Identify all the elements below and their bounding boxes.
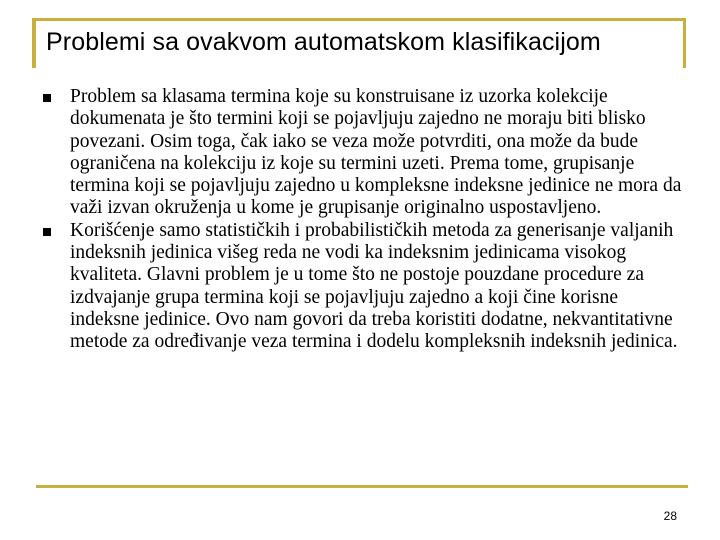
frame-top-border <box>32 18 686 21</box>
bullet-item <box>40 86 680 220</box>
bullet-item <box>40 220 680 354</box>
square-bullet-icon <box>43 94 51 102</box>
frame-left-border <box>32 18 36 68</box>
frame-right-border <box>683 18 686 68</box>
square-bullet-icon <box>43 228 51 236</box>
bullet-text: Korišćenje samo statističkih i probabilističkih metoda za generisanje valjanih indeksnih jedinica višeg reda ne vodi ka indeksnim jedinicama visokog kvaliteta. Glavni problem je u tome što ne postoje pouzdane procedure za izdvajanje grupa termina koji se pojavljuju zajedno a koji čine korisne indeksne jedinice. Ovo nam govori da treba koristiti dodatne, nekvantitativne metode za određivanje veza termina i dodelu kompleksnih indeksnih jedinica. <box>70 219 678 353</box>
page-number: 28 <box>663 509 677 523</box>
bullet-text: Problem sa klasama termina koje su konstruisane iz uzorka kolekcije dokumenata je što termini koji se pojavljuju zajedno ne moraju biti blisko povezani. Osim toga, čak iako se veza može potvrditi, ona može da bude ograničena na kolekciju iz koje su termini uzeti. Prema tome, grupisanje termina koji se pojavljuju zajedno u kompleksne indeksne jedinice ne mora da važi izvan okruženja u kome je grupisanje originalno uspostavljeno. <box>70 86 682 219</box>
frame-bottom-border <box>36 485 688 488</box>
slide-title: Problemi sa ovakvom automatskom klasifikacijom <box>46 28 601 56</box>
bullet-list <box>40 86 680 354</box>
